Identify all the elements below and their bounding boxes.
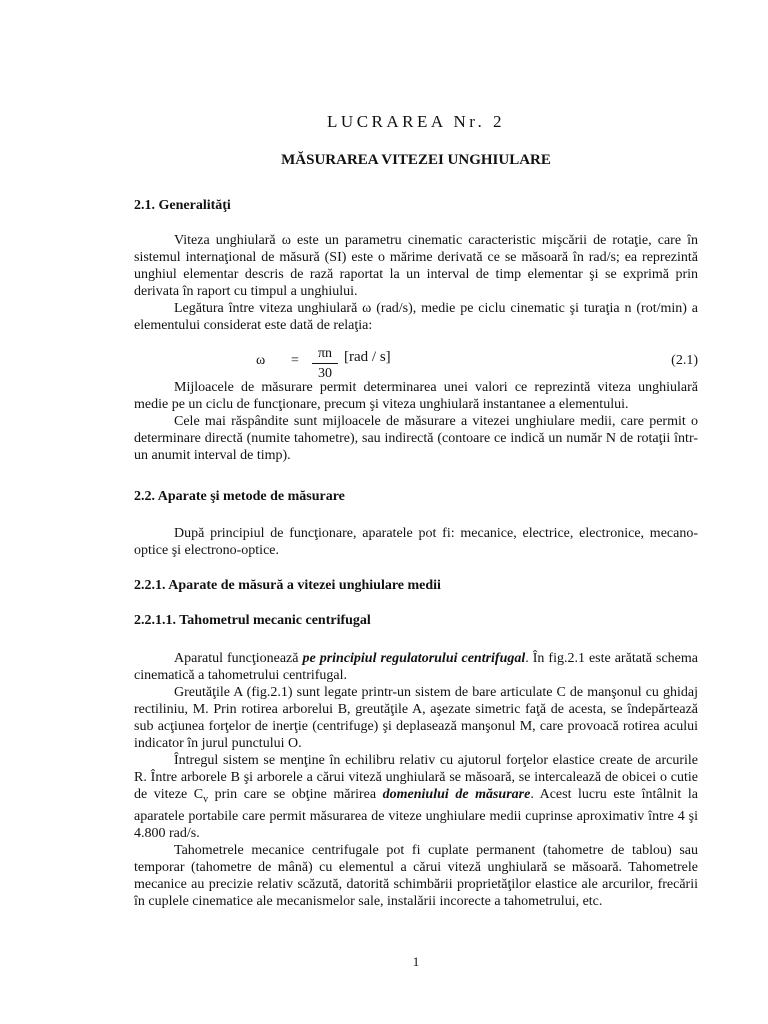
- paragraph: [134, 752, 698, 842]
- equation-number: (2.1): [671, 353, 698, 368]
- document-page: [134, 0, 698, 1024]
- paragraph: Legătura între viteza unghiulară ω (rad/s), medie pe ciclu cinematic şi turaţia n (rot/min) a elementului considerat este dată de relaţia:: [134, 301, 698, 333]
- text-run: Întregul sistem se menţine în echilibru relativ cu ajutorul forţelor elastice create de arcurile R. Între arborele B şi arborele a cărui viteză unghiulară se măsoară, se intercalează de obicei o cutie de viteze C: [134, 753, 698, 802]
- text-run: . În fig.2.1 este arătată schema cinematică a tahometrului centrifugal.: [134, 651, 698, 683]
- paragraph: Cele mai răspândite sunt mijloacele de măsurare a vitezei unghiulare medii, care permit o determinare directă (numite tahometre), sau indirectă (contoare ce indică un număr N de rotaţii într-un anumit interval de timp).: [134, 414, 698, 463]
- paragraph: Mijloacele de măsurare permit determinarea unei valori ce reprezintă viteza unghiulară medie pe un ciclu de funcţionare, precum şi viteza unghiulară instantanee a elementului.: [134, 380, 698, 412]
- heading-2-2-1: 2.2.1. Aparate de măsură a vitezei unghiulare medii: [134, 578, 441, 593]
- paragraph: Tahometrele mecanice centrifugale pot fi cuplate permanent (tahometre de tablou) sau temporar (tahometre de mână) cu elementul a cărui viteză unghiulară se măsoară. Tahometrele mecanice au precizie relativ scăzută, datorită schimbării proprietăţilor elastice ale arcurilor, frecării în cuplele cinematice ale mecanismelor sale, instalării incorecte a tahometrului, etc.: [134, 842, 698, 909]
- page-number: 1: [412, 954, 420, 969]
- section-2-2-text: [134, 525, 698, 559]
- equation-lhs: ω: [256, 353, 266, 368]
- section-2-2-1-1-text: [134, 650, 698, 910]
- emphasis-text: domeniului de măsurare: [382, 787, 531, 802]
- equation-numerator: πn: [317, 346, 333, 361]
- page-title: LUCRAREA Nr. 2: [327, 112, 505, 131]
- fraction-bar: [312, 363, 338, 364]
- paragraph: Viteza unghiulară ω este un parametru cinematic caracteristic mişcării de rotaţie, care în sistemul internaţional de măsură (SI) este o mărime derivată ce se măsoară în rad/s; ea reprezintă unghiul elementar descris de rază raportat la un interval de timp elementar şi se exprimă prin derivata în raport cu timpul a unghiului.: [134, 233, 698, 299]
- section-2-1-text: [134, 232, 698, 334]
- subscript: v: [203, 793, 209, 805]
- heading-2-2-1-1: 2.2.1.1. Tahometrul mecanic centrifugal: [134, 613, 371, 628]
- text-run: prin care se obţine mărirea: [208, 787, 383, 802]
- equation-fraction: [312, 346, 338, 381]
- heading-2-1: 2.1. Generalităţi: [134, 198, 231, 213]
- emphasis-text: pe principiul regulatorului centrifugal: [302, 651, 526, 666]
- text-run: . Acest lucru este întâlnit la aparatele portabile care permit măsurarea de viteze unghiulare medii cuprinse aproximativ între 4 şi 4.800 rad/s.: [134, 787, 698, 841]
- equation-denominator: 30: [318, 366, 332, 381]
- equation-unit: [rad / s]: [344, 349, 391, 365]
- equation-equals: =: [291, 353, 299, 368]
- section-2-1-text-continued: [134, 379, 698, 464]
- page-subtitle: MĂSURAREA VITEZEI UNGHIULARE: [281, 152, 551, 168]
- text-run: Aparatul funcţionează: [174, 651, 303, 666]
- paragraph: După principiul de funcţionare, aparatele pot fi: mecanice, electrice, electronice, mecano-optice şi electrono-optice.: [134, 526, 698, 558]
- paragraph: [134, 650, 698, 684]
- paragraph: Greutăţile A (fig.2.1) sunt legate printr-un sistem de bare articulate C de manşonul cu ghidaj rectiliniu, M. Prin rotirea arborelui B, greutăţile A, aşezate simetric faţă de acesta, se îndepărtează sub acţiunea forţelor de inerţie (centrifuge) şi deplasează manşonul M, care provoacă rotirea acului indicator în jurul punctului O.: [134, 685, 698, 751]
- heading-2-2: 2.2. Aparate şi metode de măsurare: [134, 489, 345, 504]
- equation-2-1: [134, 346, 698, 382]
